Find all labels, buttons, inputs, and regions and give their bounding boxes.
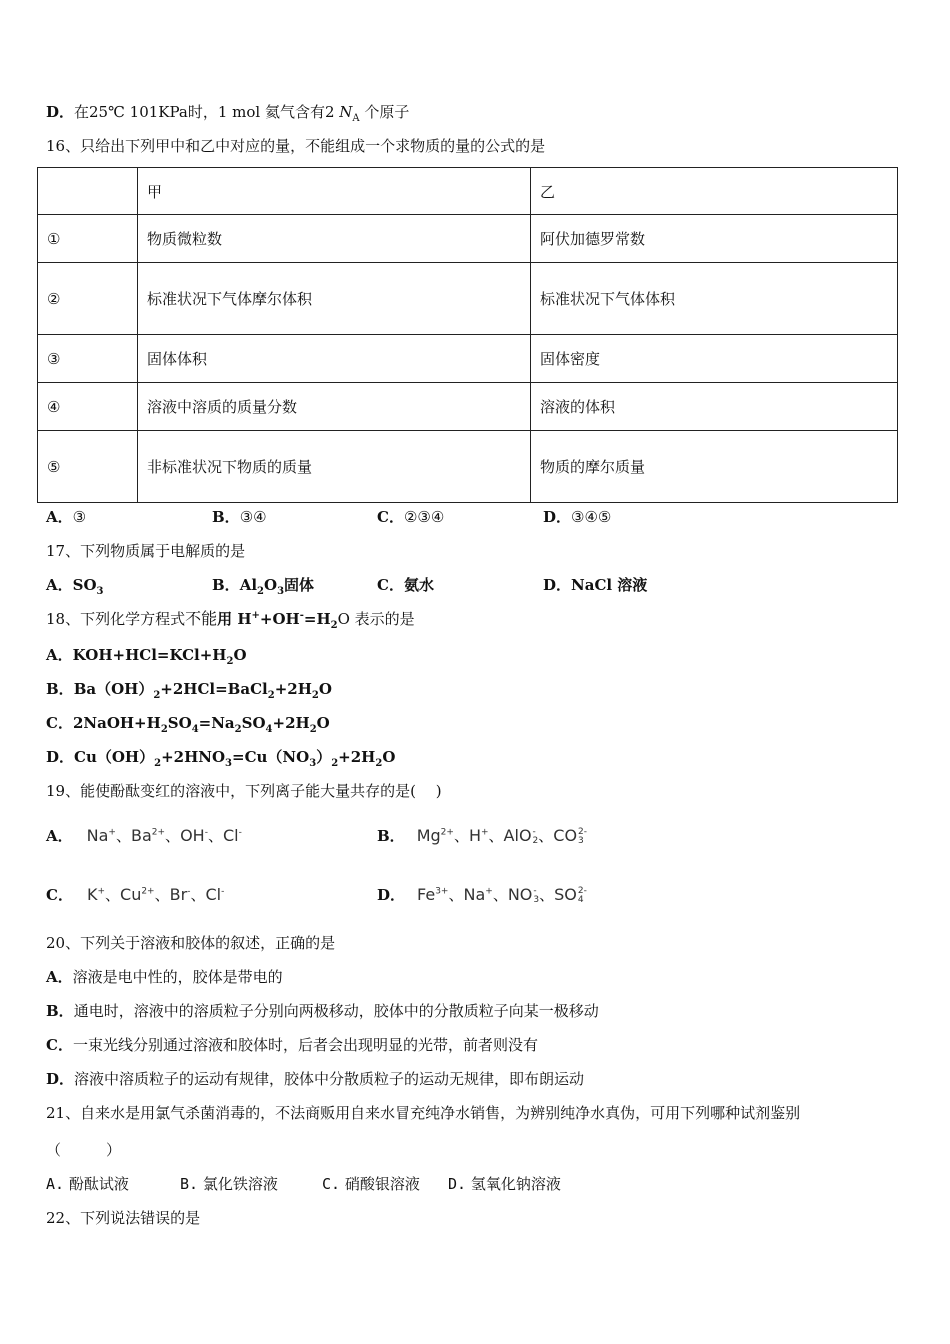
ion-charge: - xyxy=(238,827,242,838)
q18-option-c[interactable] xyxy=(46,713,330,733)
ion-separator: 、 xyxy=(488,827,504,845)
ion xyxy=(508,885,539,904)
q17-option-b[interactable] xyxy=(212,575,314,595)
ion-subscript: 3 xyxy=(578,835,584,846)
ion xyxy=(417,826,454,845)
ion-separator: 、 xyxy=(492,886,508,904)
option-label: D． xyxy=(543,508,572,526)
avogadro-symbol: N xyxy=(339,103,353,121)
formula-part: =Na xyxy=(198,714,235,732)
ion-base: Cu xyxy=(120,885,142,904)
q16-option-b[interactable] xyxy=(212,507,267,527)
formula-part: O xyxy=(233,646,247,664)
q17-option-c[interactable] xyxy=(377,575,434,595)
stem-part: +OH xyxy=(259,610,300,628)
ion-separator: 、 xyxy=(105,886,121,904)
cell-jia: 固体体积 xyxy=(138,335,531,383)
option-label: D． xyxy=(543,576,572,594)
ion-separator: 、 xyxy=(190,886,206,904)
ion-charge: 3+ xyxy=(435,886,449,897)
ion-charge: - xyxy=(533,885,537,896)
formula-subscript: 2 xyxy=(331,758,339,769)
ion-separator: 、 xyxy=(207,827,223,845)
option-label: B． xyxy=(212,576,240,594)
formula-subscript: 2 xyxy=(234,724,242,735)
q21-option-a[interactable] xyxy=(46,1174,129,1194)
option-label: A． xyxy=(46,646,73,664)
header-cell: 乙 xyxy=(531,168,898,215)
formula-part: Cu（OH） xyxy=(74,748,155,766)
option-text: 一束光线分别通过溶液和胶体时，后者会出现明显的光带，前者则没有 xyxy=(72,1036,538,1054)
stem-part: =H xyxy=(303,610,331,628)
formula-subscript: 3 xyxy=(309,758,317,769)
q16-option-a[interactable] xyxy=(46,507,86,527)
option-label: C． xyxy=(46,714,73,732)
q20-stem: 20、下列关于溶液和胶体的叙述，正确的是 xyxy=(46,934,336,952)
ion-list xyxy=(87,885,224,904)
ion-list xyxy=(417,885,587,904)
cell-jia: 溶液中溶质的质量分数 xyxy=(138,383,531,431)
ion xyxy=(223,826,242,845)
formula-subscript: 3 xyxy=(96,586,104,597)
q20-option-b[interactable] xyxy=(46,1001,599,1021)
header-cell: 甲 xyxy=(138,168,531,215)
ion xyxy=(553,826,587,845)
formula-subscript: 4 xyxy=(265,724,273,735)
q17-stem: 17、下列物质属于电解质的是 xyxy=(46,542,246,560)
ion-separator: 、 xyxy=(453,827,469,845)
ion-subscript: 4 xyxy=(577,894,584,905)
ion xyxy=(205,885,224,904)
cell-yi: 溶液的体积 xyxy=(531,383,898,431)
ion-base: SO xyxy=(554,885,577,904)
option-text: 溶液中溶质粒子的运动有规律，胶体中分散质粒子的运动无规律，即布朗运动 xyxy=(74,1070,585,1088)
q18-stem xyxy=(46,609,415,629)
ion-subscript: 2 xyxy=(532,835,539,846)
formula-part: SO xyxy=(167,714,192,732)
ion-charge: 2- xyxy=(577,885,587,896)
q19-stem: 19、能使酚酞变红的溶液中，下列离子能大量共存的是( ) xyxy=(46,782,442,800)
q20-option-c[interactable] xyxy=(46,1035,538,1055)
option-label: D． xyxy=(46,748,75,766)
row-index: ① xyxy=(38,215,138,263)
ion-separator: 、 xyxy=(538,827,554,845)
ion xyxy=(554,885,587,904)
formula-subscript: 2 xyxy=(226,656,234,667)
ion-charge: + xyxy=(108,827,116,838)
ion xyxy=(463,885,492,904)
option-text: 溶液是电中性的，胶体是带电的 xyxy=(72,968,283,986)
table-row xyxy=(38,431,898,503)
option-label: C． xyxy=(377,576,404,594)
formula-part: O xyxy=(318,680,332,698)
formula-part: 2NaOH+H xyxy=(72,714,161,732)
stem-sub: 2 xyxy=(330,620,338,631)
q19-option-c[interactable] xyxy=(46,885,224,905)
q21-answer-paren: （ ） xyxy=(46,1141,122,1159)
ion-base: Cl xyxy=(222,826,239,845)
formula-part: SO xyxy=(72,576,97,594)
q16-option-c[interactable] xyxy=(377,507,444,527)
cell-jia: 标准状况下气体摩尔体积 xyxy=(138,263,531,335)
row-index: ② xyxy=(38,263,138,335)
header-cell xyxy=(38,168,138,215)
ion-separator: 、 xyxy=(165,827,181,845)
option-label: B． xyxy=(212,508,240,526)
ion-list xyxy=(87,826,242,845)
ion-charge: + xyxy=(97,886,105,897)
stem-part: 18、下列化学方程式 xyxy=(46,610,186,628)
avogadro-subscript: A xyxy=(352,113,360,124)
formula-part: Ba（OH） xyxy=(73,680,154,698)
formula-subscript: 2 xyxy=(375,758,383,769)
option-label: A． xyxy=(46,508,73,526)
formula-part: +2H xyxy=(274,680,312,698)
option-label: B． xyxy=(377,827,405,845)
option-text: ③④ xyxy=(239,508,267,526)
formula-subscript: 2 xyxy=(154,758,162,769)
formula-part: 固体 xyxy=(284,576,315,594)
row-index: ⑤ xyxy=(38,431,138,503)
ion-base: Fe xyxy=(417,885,436,904)
option-text: 在25℃ 101KPa时，1 mol 氦气含有2 xyxy=(74,103,340,121)
stem-sup: + xyxy=(251,610,260,621)
ion-base: OH xyxy=(180,826,205,845)
option-label: D. xyxy=(448,1175,467,1193)
formula-subscript: 2 xyxy=(309,724,317,735)
q16-stem: 16、只给出下列甲中和乙中对应的量，不能组成一个求物质的量的公式的是 xyxy=(46,137,546,155)
formula-part: Al xyxy=(239,576,258,594)
q20-option-a[interactable] xyxy=(46,967,283,987)
ion-separator: 、 xyxy=(448,886,464,904)
ion-base: H xyxy=(468,826,481,845)
formula-subscript: 2 xyxy=(311,690,319,701)
ion-separator: 、 xyxy=(115,827,131,845)
ion-charge: 2+ xyxy=(440,827,454,838)
ion-charge: 2+ xyxy=(141,886,155,897)
option-label: A． xyxy=(46,576,73,594)
option-label: A． xyxy=(46,827,73,845)
ion-charge: 2- xyxy=(578,826,588,837)
ion-list xyxy=(417,826,587,845)
formula-subscript: 3 xyxy=(277,586,285,597)
option-label: C． xyxy=(46,886,73,904)
option-label: D． xyxy=(46,1070,75,1088)
table-row xyxy=(38,263,898,335)
ion-base: Na xyxy=(86,826,109,845)
cell-jia: 物质微粒数 xyxy=(138,215,531,263)
ion-charge: - xyxy=(204,827,208,838)
ion-base: K xyxy=(86,885,98,904)
option-text: 硝酸银溶液 xyxy=(344,1175,420,1193)
option-label: B． xyxy=(46,1002,74,1020)
formula-subscript: 2 xyxy=(267,690,275,701)
q20-option-d[interactable] xyxy=(46,1069,584,1089)
ion-charge: - xyxy=(221,886,225,897)
formula-part: +2H xyxy=(338,748,376,766)
cell-jia: 非标准状况下物质的质量 xyxy=(138,431,531,503)
ion-base: NO xyxy=(507,885,533,904)
row-index: ④ xyxy=(38,383,138,431)
q21-option-b[interactable] xyxy=(180,1174,278,1194)
formula-subscript: 2 xyxy=(153,690,161,701)
formula-subscript: 3 xyxy=(225,758,233,769)
q16-table xyxy=(37,167,898,503)
option-text: 酚酞试液 xyxy=(68,1175,129,1193)
option-text: ③④⑤ xyxy=(571,508,612,526)
formula-part: SO xyxy=(241,714,266,732)
option-label: D． xyxy=(377,886,406,904)
option-text: 氯化铁溶液 xyxy=(202,1175,278,1193)
q19-option-b[interactable] xyxy=(377,826,587,846)
option-text-end: 个原子 xyxy=(359,103,410,121)
ion xyxy=(87,826,116,845)
formula-part: =Cu（NO xyxy=(232,748,310,766)
ion xyxy=(120,885,155,904)
option-label: A. xyxy=(46,1175,65,1193)
stem-sup: - xyxy=(299,610,304,621)
cell-yi: 固体密度 xyxy=(531,335,898,383)
ion-charge: - xyxy=(187,886,191,897)
q19-option-d[interactable] xyxy=(377,885,587,905)
table-row xyxy=(38,335,898,383)
stem-part: O 表示的是 xyxy=(337,610,415,628)
ion xyxy=(180,826,208,845)
table-row xyxy=(38,383,898,431)
q19-option-a[interactable] xyxy=(46,826,242,846)
cell-yi: 物质的摩尔质量 xyxy=(531,431,898,503)
option-label: C． xyxy=(377,508,404,526)
ion-charge: - xyxy=(532,826,536,837)
formula-part: O xyxy=(382,748,396,766)
option-text: ②③④ xyxy=(403,508,445,526)
q21-option-d[interactable] xyxy=(448,1174,561,1194)
option-text: NaCl 溶液 xyxy=(571,576,648,594)
q17-option-d[interactable] xyxy=(543,575,647,595)
option-label: B． xyxy=(46,680,74,698)
formula-part: +2HCl=BaCl xyxy=(160,680,268,698)
stem-emphasis: 不能 xyxy=(185,609,218,628)
ion xyxy=(417,885,448,904)
q18-option-b[interactable] xyxy=(46,679,332,699)
formula-part: O xyxy=(264,576,278,594)
q16-option-d[interactable] xyxy=(543,507,611,527)
stem-part: 用 H xyxy=(217,610,252,628)
ion xyxy=(170,885,191,904)
q22-stem: 22、下列说法错误的是 xyxy=(46,1209,201,1227)
ion-base: Na xyxy=(463,885,486,904)
option-label: D． xyxy=(46,103,75,121)
ion-base: Mg xyxy=(416,826,441,845)
ion-charge: 2+ xyxy=(151,827,166,838)
q18-option-a[interactable] xyxy=(46,645,247,665)
formula-part: +2HNO xyxy=(161,748,226,766)
formula-part: KOH+HCl=KCl+H xyxy=(72,646,227,664)
formula-part: ） xyxy=(316,748,332,766)
option-label: B. xyxy=(180,1175,199,1193)
ion-separator: 、 xyxy=(154,886,170,904)
ion-subscript: 3 xyxy=(533,894,540,905)
ion xyxy=(87,885,105,904)
ion xyxy=(469,826,489,845)
formula-part: O xyxy=(316,714,330,732)
q17-option-a[interactable] xyxy=(46,575,104,595)
formula-subscript: 4 xyxy=(191,724,199,735)
ion-charge: + xyxy=(485,886,493,897)
formula-subscript: 2 xyxy=(257,586,264,597)
option-label: A． xyxy=(46,968,73,986)
ion-base: Ba xyxy=(130,826,152,845)
ion-charge: + xyxy=(480,827,489,838)
option-text: 氢氧化钠溶液 xyxy=(470,1175,561,1193)
ion-base: CO xyxy=(553,826,578,845)
q21-stem: 21、自来水是用氯气杀菌消毒的，不法商贩用自来水冒充纯净水销售，为辨别纯净水真伪，可用下列哪种试剂鉴别 xyxy=(46,1104,801,1122)
cell-yi: 标准状况下气体体积 xyxy=(531,263,898,335)
cell-yi: 阿伏加德罗常数 xyxy=(531,215,898,263)
option-label: C． xyxy=(46,1036,73,1054)
option-text: 通电时，溶液中的溶质粒子分别向两极移动，胶体中的分散质粒子向某一极移动 xyxy=(73,1002,599,1020)
option-text: ③ xyxy=(72,508,87,526)
ion xyxy=(131,826,165,845)
option-text: 氨水 xyxy=(403,576,434,594)
ion-base: Cl xyxy=(205,885,222,904)
row-index: ③ xyxy=(38,335,138,383)
formula-part: +2H xyxy=(272,714,310,732)
ion-base: Br xyxy=(169,885,188,904)
q21-option-c[interactable] xyxy=(322,1174,420,1194)
ion xyxy=(504,826,539,845)
ion-separator: 、 xyxy=(539,886,555,904)
table-row xyxy=(38,215,898,263)
ion-base: AlO xyxy=(503,826,532,845)
formula-subscript: 2 xyxy=(160,724,168,735)
option-label: C. xyxy=(322,1175,341,1193)
table-header-row xyxy=(38,168,898,215)
q18-option-d[interactable] xyxy=(46,747,395,767)
q15-option-d xyxy=(46,102,409,122)
